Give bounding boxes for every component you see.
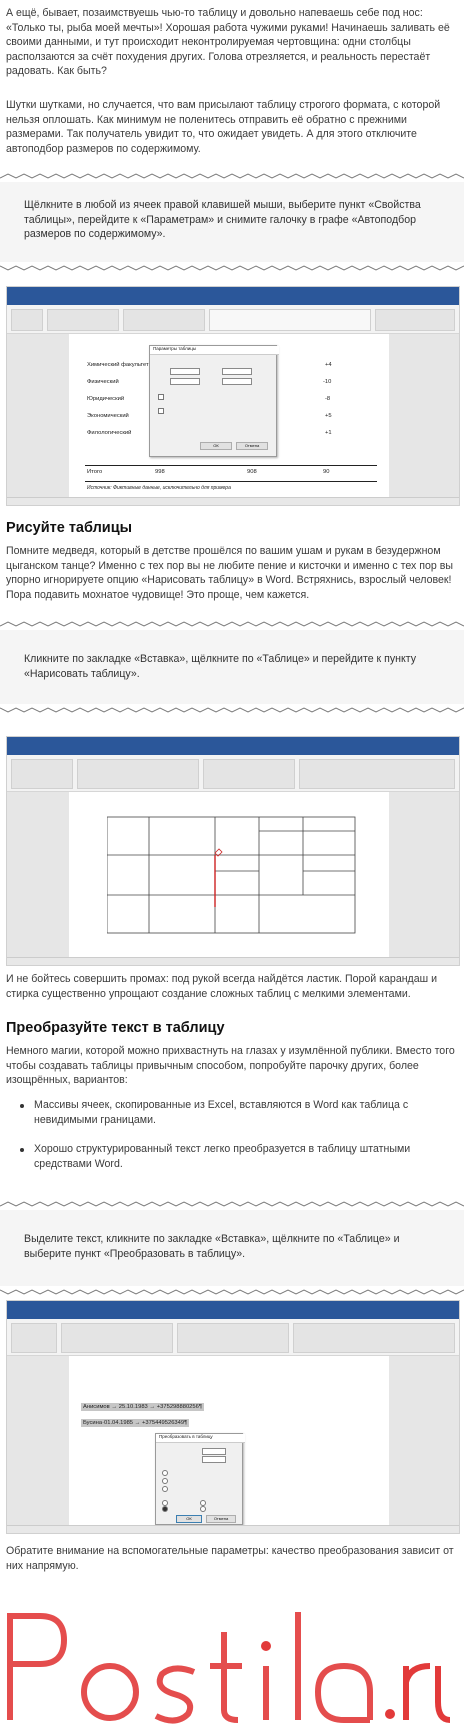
table-total-value: 90 (323, 469, 330, 475)
table-row-value: +5 (325, 413, 332, 419)
source-note: Источник: Фиктивные данные, исключительно для примера (87, 485, 231, 491)
selected-text-line-2: Бусина·01.04.1985 → +375449526349¶ (83, 1420, 188, 1426)
word-ribbon (7, 1319, 459, 1356)
convert-to-table-dialog (155, 1433, 243, 1525)
ok-button[interactable]: ОК (176, 1515, 202, 1523)
table-row-label: Физический (87, 379, 119, 385)
cancel-button[interactable]: Отмена (206, 1515, 236, 1523)
rows-field[interactable] (202, 1456, 226, 1463)
bullet-item-2: Хорошо структурированный текст легко преобразуется в таблицу штатными средствами Word. (34, 1143, 411, 1170)
ok-button[interactable]: ОК (200, 442, 232, 450)
word-screenshot-table-properties (6, 286, 460, 506)
cancel-button[interactable]: Отмена (236, 442, 268, 450)
intro-paragraph-1: А ещё, бывает, позаимствуешь чью-то таблицу и довольно напеваешь себе под нос: «Только ты, рыба моей мечты»! Хорошая работа чужими руками! Начинаешь заливать её своими данными, и тут происходит неконтролируемая чертовщина: одни столбцы расползаются за счёт похудения других. Голова отрезляется, и реальность перестаёт радовать. Как быть? (6, 7, 450, 78)
zigzag-divider (0, 172, 464, 180)
separator-other-radio[interactable] (200, 1506, 206, 1512)
word-ribbon-tabs (7, 1311, 459, 1319)
autofit-fixed-radio[interactable] (162, 1470, 168, 1476)
columns-field[interactable] (202, 1448, 226, 1455)
word-title-bar (7, 1301, 459, 1311)
bullet-item-1: Массивы ячеек, скопированные из Excel, вставляются в Word как таблица с невидимыми границами. (34, 1099, 409, 1126)
heading-convert: Преобразуйте текст в таблицу (6, 1020, 225, 1036)
word-screenshot-draw-table (6, 736, 460, 966)
tip-text-1: Щёлкните в любой из ячеек правой клавишей мыши, выберите пункт «Свойства таблицы», перейдите к «Параметрам» и снимите галочку в графе «Автоподбор размеров по содержимому». (24, 199, 421, 241)
status-bar (7, 1525, 459, 1533)
postila-watermark-logo (0, 1602, 458, 1728)
table-row-label: Экономический (87, 413, 129, 419)
table-row-label: Юридический (87, 396, 125, 402)
tip-box-3 (0, 1210, 464, 1286)
word-ribbon-tabs (7, 297, 459, 305)
margin-right-field[interactable] (222, 378, 252, 385)
final-paragraph: Обратите внимание на вспомогательные параметры: качество преобразования зависит от них напрямую. (6, 1545, 454, 1572)
tip-text-2: Кликните по закладке «Вставка», щёлкните по «Таблице» и перейдите к пункту «Нарисовать таблицу». (24, 653, 417, 680)
word-ribbon (7, 755, 459, 792)
table-row-value: -10 (323, 379, 332, 385)
table-row-label: Химический факультет (87, 362, 149, 368)
table-row-label: Филологический (87, 430, 132, 436)
margin-left-field[interactable] (170, 378, 200, 385)
autofit-checkbox[interactable] (158, 408, 164, 414)
cell-spacing-checkbox[interactable] (158, 394, 164, 400)
margin-bottom-field[interactable] (222, 368, 252, 375)
margin-top-field[interactable] (170, 368, 200, 375)
word-title-bar (7, 737, 459, 747)
selected-text-line-1: Анисимов → 25.10.1983 → +375298880256¶ (83, 1404, 202, 1410)
table-row-value: -8 (325, 396, 331, 402)
autofit-contents-radio[interactable] (162, 1478, 168, 1484)
table-properties-dialog (149, 345, 277, 457)
table-row-value: +1 (325, 430, 332, 436)
drawn-table (107, 807, 357, 937)
table-total-value: 908 (247, 469, 257, 475)
bullet-dot (20, 1148, 24, 1152)
draw-paragraph: Помните медведя, который в детстве прошёлся по вашим ушам и рукам в безудержном цыганском танце? Именно с тех пор вы не любите пение и кисточки и именно с тех пор вы упорно игнорируете опцию «Нарисовать таблицу» в Word. Встряхнись, взрослый человек! Пора подавить мохнатое чудовище! Это проще, чем кажется. (6, 545, 454, 601)
intro-paragraph-2: Шутки шутками, но случается, что вам присылают таблицу строгого формата, с которой нельзя оплошать. Как минимум не поленитесь отправить её обратно с прежними размерами. Так получатель увидит то, что ожидает увидеть. А для этого отключите автоподбор размеров по содержимому. (6, 99, 441, 155)
tip-box-1 (0, 182, 464, 262)
autofit-window-radio[interactable] (162, 1486, 168, 1492)
zigzag-divider (0, 1288, 464, 1296)
dialog-title: Параметры таблицы (150, 346, 279, 355)
convert-paragraph: Немного магии, которой можно прихвастнуть на глазах у изумлённой публики. Вместо того чтобы создавать таблицы привычным способом, попробуйте парочку других, более изощрённых, вариантов: (6, 1045, 455, 1087)
table-total-value: 998 (155, 469, 165, 475)
zigzag-divider (0, 264, 464, 272)
status-bar (7, 957, 459, 965)
eraser-paragraph: И не бойтесь совершить промах: под рукой всегда найдётся ластик. Порой карандаш и стирка существенно упрощают создание сложных таблиц с мелкими элементами. (6, 973, 437, 1000)
zigzag-divider (0, 706, 464, 714)
separator-tab-radio[interactable] (162, 1506, 168, 1512)
word-screenshot-convert-text (6, 1300, 460, 1534)
tip-text-3: Выделите текст, кликните по закладке «Вставка», щёлкните по «Таблице» и выберите пункт «Преобразовать в таблицу». (24, 1233, 400, 1260)
zigzag-divider (0, 620, 464, 628)
word-ribbon-tabs (7, 747, 459, 755)
status-bar (7, 497, 459, 505)
tip-box-2 (0, 630, 464, 704)
heading-draw-tables: Рисуйте таблицы (6, 520, 133, 536)
word-ribbon (7, 305, 459, 334)
bullet-dot (20, 1104, 24, 1108)
word-title-bar (7, 287, 459, 297)
zigzag-divider (0, 1200, 464, 1208)
table-total-label: Итого (87, 469, 103, 475)
dialog-title: Преобразовать в таблицу (156, 1434, 245, 1443)
table-row-value: +4 (325, 362, 332, 368)
